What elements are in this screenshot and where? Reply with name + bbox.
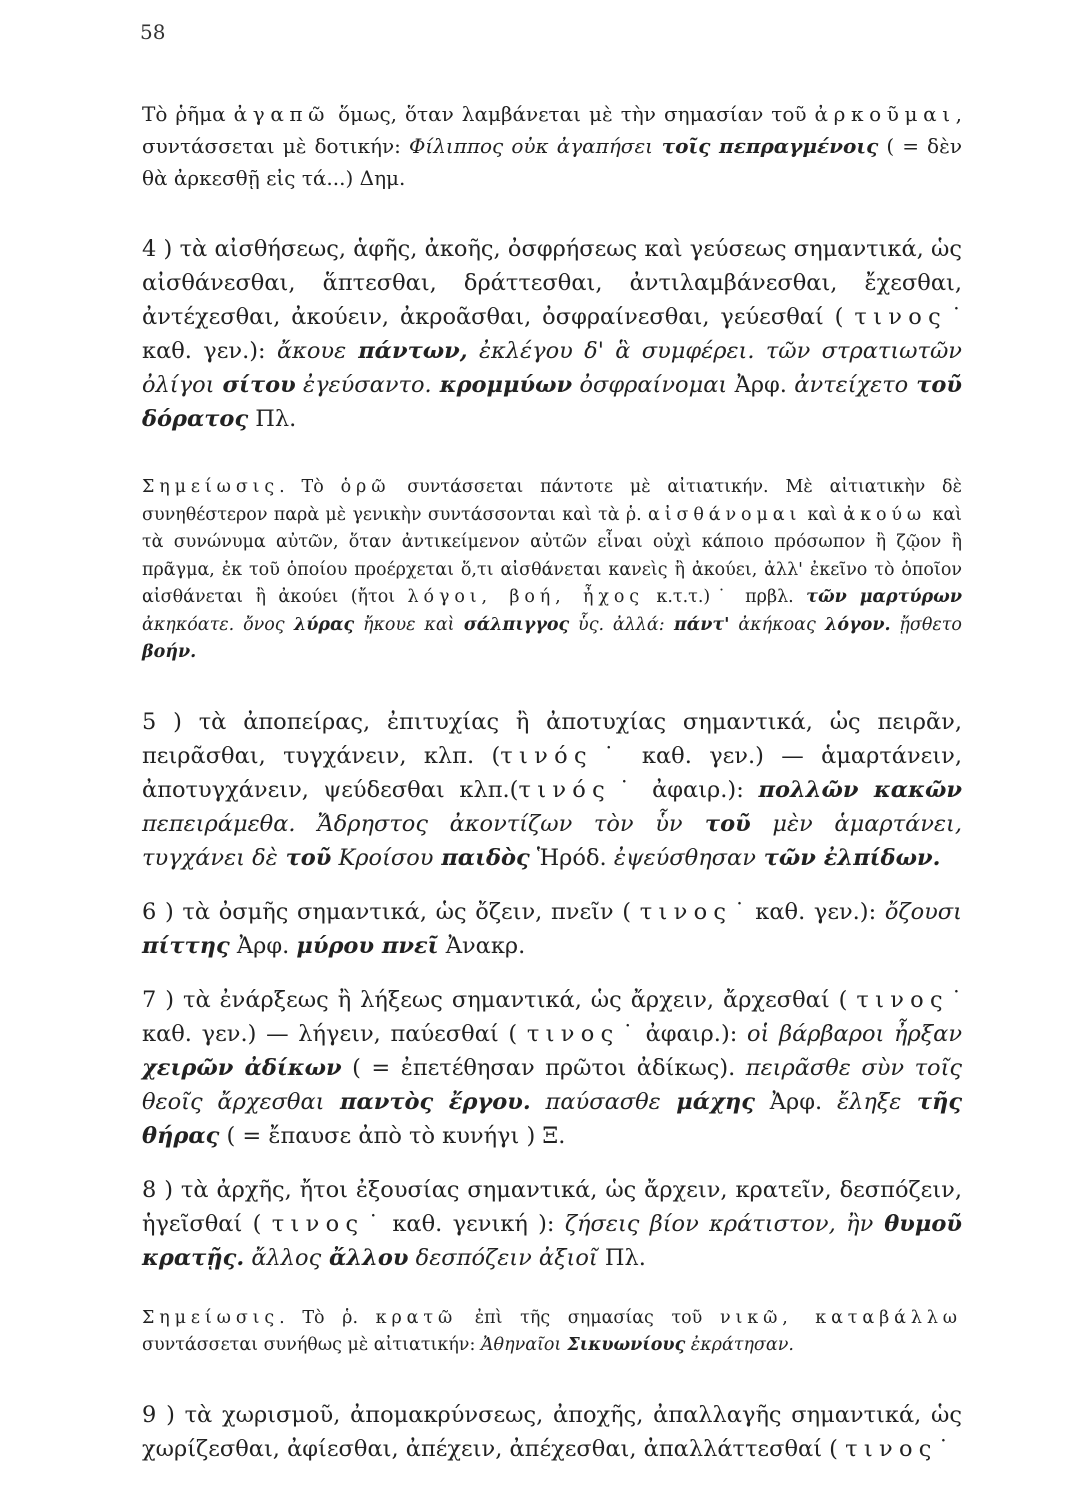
italic-example: πεπειράμεθα. Ἄδρηστος ἀκοντίζων τὸν ὗν xyxy=(142,810,683,837)
text: ἐπὶ τῆς σημασίας τοῦ xyxy=(457,1307,720,1328)
text: 6 ) τὰ ὀσμῆς σημαντικά, ὡς ὄζειν, πνεῖν ( xyxy=(142,898,640,925)
bold-example: παιδὸς xyxy=(433,844,530,871)
text: . Τὸ xyxy=(279,477,341,497)
text: . Τὸ ῥ. xyxy=(279,1307,376,1328)
bold-example: τῶν ἐλπίδων. xyxy=(755,844,941,871)
note-paragraph-2 xyxy=(142,1305,962,1360)
italic-example: ὄζουσι xyxy=(884,898,962,925)
text: ὅμως, ὅταν λαμβάνεται μὲ τὴν σημασίαν τοῦ xyxy=(330,102,815,126)
bold-example: κρομμύων xyxy=(431,372,573,398)
bold-example: μύρου πνεῖ xyxy=(296,932,439,959)
page-content xyxy=(142,98,962,1466)
italic-example: ἐγεύσαντο. xyxy=(295,372,432,398)
spaced-term: ἀγαπῶ xyxy=(233,102,331,126)
text: ( = ἐπετέθησαν πρῶτοι ἀδίκως). xyxy=(341,1054,746,1081)
text: Πλ. xyxy=(597,1244,646,1271)
spaced-term: ἀρκοῦμαι xyxy=(814,102,956,126)
text: συντάσσεται πάντοτε μὲ αἰτιατικήν. Μὲ αἰτιατικὴν δὲ συνηθέστερον παρὰ μὲ γενικὴν συντάσσονται καὶ τὰ ῥ. xyxy=(142,477,962,525)
text: ˙ καθ. γεν.): xyxy=(732,898,885,925)
italic-example: παύσασθε xyxy=(530,1088,661,1115)
bold-example: πίττης xyxy=(142,932,230,959)
text: ˙ ἀφαιρ.): xyxy=(619,1020,748,1047)
italic-example: Κροίσου xyxy=(331,844,434,871)
text: καὶ xyxy=(801,504,844,525)
spaced-term: τινος xyxy=(639,898,733,925)
italic-example: πειρᾶσθε σὺν τοῖς θεοῖς ἄρχεσθαι xyxy=(142,1054,962,1115)
italic-example: ἔληξε xyxy=(837,1088,902,1115)
text: ˙ καθ. γεν.): xyxy=(142,304,962,364)
spaced-term: τινός xyxy=(500,742,593,769)
bold-example: λόγον. xyxy=(815,614,891,635)
italic-example: ζήσεις βίον κράτιστον, ἢν xyxy=(564,1210,874,1237)
spaced-term: τινος xyxy=(271,1210,365,1237)
text: συντάσσεται συνήθως μὲ αἰτιατικήν: xyxy=(142,1335,481,1355)
italic-example: δεσπόζειν ἀξιοῖ xyxy=(408,1244,598,1271)
text: Ἀρφ. xyxy=(754,1088,838,1115)
bold-example: τοῦ xyxy=(277,844,332,871)
bold-example: μάχης xyxy=(660,1088,755,1115)
text: Τὸ ῥῆμα xyxy=(142,102,234,126)
spaced-term: ὁρῶ xyxy=(340,477,391,497)
bold-example: σίτου xyxy=(214,372,296,398)
bold-example: ἄλλου xyxy=(321,1244,409,1271)
paragraph-7-begin-end xyxy=(142,983,962,1153)
bold-example: θυμοῦ κρατῇς. xyxy=(142,1210,962,1271)
bold-example: λύρας xyxy=(284,614,355,635)
italic-example: ἐψεύσθησαν xyxy=(613,844,756,871)
italic-example: ἄκουε xyxy=(276,338,347,364)
paragraph-4-senses xyxy=(142,232,962,436)
spaced-term: τινος xyxy=(526,1020,620,1047)
italic-example: μὲν ἁμαρτάνει, τυγχάνει δὲ xyxy=(142,810,962,871)
note-heading: Σημείωσις xyxy=(142,1307,280,1328)
bold-example: πάντων, xyxy=(346,338,468,364)
bold-example: σάλπιγγος xyxy=(454,614,570,635)
text: ˙ καθ. γενική ): xyxy=(364,1210,565,1237)
bold-example: Σικυωνίους xyxy=(561,1335,686,1355)
bold-example: παντὸς ἔργου. xyxy=(324,1088,531,1115)
text: Ἡρόδ. xyxy=(529,844,614,871)
italic-example: ὗς. ἀλλά: xyxy=(569,614,665,635)
text: Ἀνακρ. xyxy=(438,932,526,959)
bold-example: πάντ' xyxy=(664,614,730,635)
bold-example: τοῦ δόρατος xyxy=(142,372,962,432)
italic-example: ᾔσθετο xyxy=(890,614,962,635)
text: Ἀρφ. xyxy=(727,372,795,398)
italic-example: ὀσφραίνομαι xyxy=(572,372,728,398)
bold-example: πολλῶν κακῶν xyxy=(758,776,962,803)
spaced-term: κρατῶ xyxy=(375,1307,458,1328)
spaced-term: ἀκούω xyxy=(843,504,927,525)
text: καὶ τὰ συνώνυμα αὐτῶν, ὅταν ἀντικείμενον αὐτῶν εἶναι οὐχὶ κάποιο πρόσωπον ἢ ζῷον ἢ πρᾶγμα, ἐκ τοῦ ὁποίου προέρχεται ὅ,τι αἰσθάνεται κανεὶς ἢ ἀκούει, ἀλλ' ἐκεῖνο τὸ ὁποῖον αἰσθάνεται ἢ ἀκούει (ἤτοι xyxy=(142,504,962,607)
spaced-term: τινός xyxy=(518,776,612,803)
text: ˙ καθ. γεν.) — λήγειν, παύεσθαί ( xyxy=(142,986,962,1047)
paragraph-agapo xyxy=(142,98,962,194)
text: 7 ) τὰ ἐνάρξεως ἢ λήξεως σημαντικά, ὡς ἄρχειν, ἄρχεσθαί ( xyxy=(142,986,857,1013)
spaced-term: αἰσθάνομαι xyxy=(648,504,802,525)
italic-example: Φίλιππος οὐκ ἀγαπήσει xyxy=(408,134,654,158)
paragraph-8-rule xyxy=(142,1173,962,1275)
page-number: 58 xyxy=(140,20,166,44)
text: , συντάσσεται μὲ δοτικήν: xyxy=(142,102,962,158)
spaced-term: τινος xyxy=(856,986,949,1013)
text: ( = δὲν θὰ ἀρκεσθῇ εἰς τά...) Δημ. xyxy=(142,134,962,190)
italic-example: ἀκήκοας xyxy=(729,614,816,635)
bold-example: τοῖς πεπραγμένοις xyxy=(653,134,879,158)
bold-example: τῶν μαρτύρων xyxy=(806,587,962,607)
italic-example: ἀκηκόατε. ὄνος xyxy=(142,614,285,635)
italic-example: ἄλλος xyxy=(244,1244,322,1271)
italic-example: Ἀθηναῖοι xyxy=(480,1335,562,1355)
bold-example: τοῦ xyxy=(682,810,751,837)
spaced-term: νικῶ, καταβάλλω xyxy=(719,1307,962,1328)
text: 8 ) τὰ ἀρχῆς, ἤτοι ἐξουσίας σημαντικά, ὡς ἄρχειν, κρατεῖν, δεσπόζειν, ἡγεῖσθαί ( xyxy=(142,1176,962,1237)
paragraph-9-separation xyxy=(142,1398,962,1466)
italic-example: ἐκλέγου δ' ἃ συμφέρει. τῶν στρατιωτῶν ὀλίγοι xyxy=(142,338,962,398)
spaced-term: λόγοι, βοή, ἦχος xyxy=(407,587,644,607)
note-heading: Σημείωσις xyxy=(142,477,280,497)
text: κ.τ.τ.)˙ πρβλ. xyxy=(643,587,807,607)
italic-example: ἤκουε καὶ xyxy=(354,614,455,635)
text: 9 ) τὰ χωρισμοῦ, ἀπομακρύνσεως, ἀποχῆς, ἀπαλλαγῆς σημαντικά, ὡς χωρίζεσθαι, ἀφίεσθαι, ἀπέχειν, ἀπέχεσθαι, ἀπαλλάττεσθαί ( xyxy=(142,1401,962,1462)
bold-example: χειρῶν ἀδίκων xyxy=(142,1054,342,1081)
text: ˙ καθ. γεν.) — ἁμαρτάνειν, ἀποτυγχάνειν, ψεύδεσθαι κλπ.( xyxy=(142,742,962,803)
text: 5 ) τὰ ἀποπείρας, ἐπιτυχίας ἢ ἀποτυχίας σημαντικά, ὡς πειρᾶν, πειρᾶσθαι, τυγχάνειν, κλπ. ( xyxy=(142,708,962,769)
italic-example: οἱ βάρβαροι ἦρξαν xyxy=(747,1020,962,1047)
italic-example: ἀντείχετο xyxy=(794,372,909,398)
text: ( = ἔπαυσε ἀπὸ τὸ κυνήγι ) Ξ. xyxy=(219,1122,566,1149)
text: ˙ xyxy=(937,1435,949,1462)
text: Πλ. xyxy=(248,406,297,432)
spaced-term: τινος xyxy=(854,304,947,330)
text: 4 ) τὰ αἰσθήσεως, ἁφῆς, ἀκοῆς, ὀσφρήσεως καὶ γεύσεως σημαντικά, ὡς αἰσθάνεσθαι, ἅπτεσθαι, δράττεσθαι, ἀντιλαμβάνεσθαι, ἔχεσθαι, ἀντέχεσθαι, ἀκούειν, ἀκροᾶσθαι, ὀσφραίνεσθαι, γεύεσθαί ( xyxy=(142,236,962,330)
text: ˙ ἀφαιρ.): xyxy=(611,776,759,803)
bold-example: βοήν. xyxy=(142,642,197,662)
italic-example: ἐκράτησαν. xyxy=(685,1335,794,1355)
text: Ἀρφ. xyxy=(229,932,297,959)
paragraph-6-smell xyxy=(142,895,962,963)
note-paragraph-1 xyxy=(142,474,962,667)
bold-example: τῆς θήρας xyxy=(142,1088,963,1149)
paragraph-5-attempt xyxy=(142,705,962,875)
spaced-term: τινος xyxy=(845,1435,938,1462)
